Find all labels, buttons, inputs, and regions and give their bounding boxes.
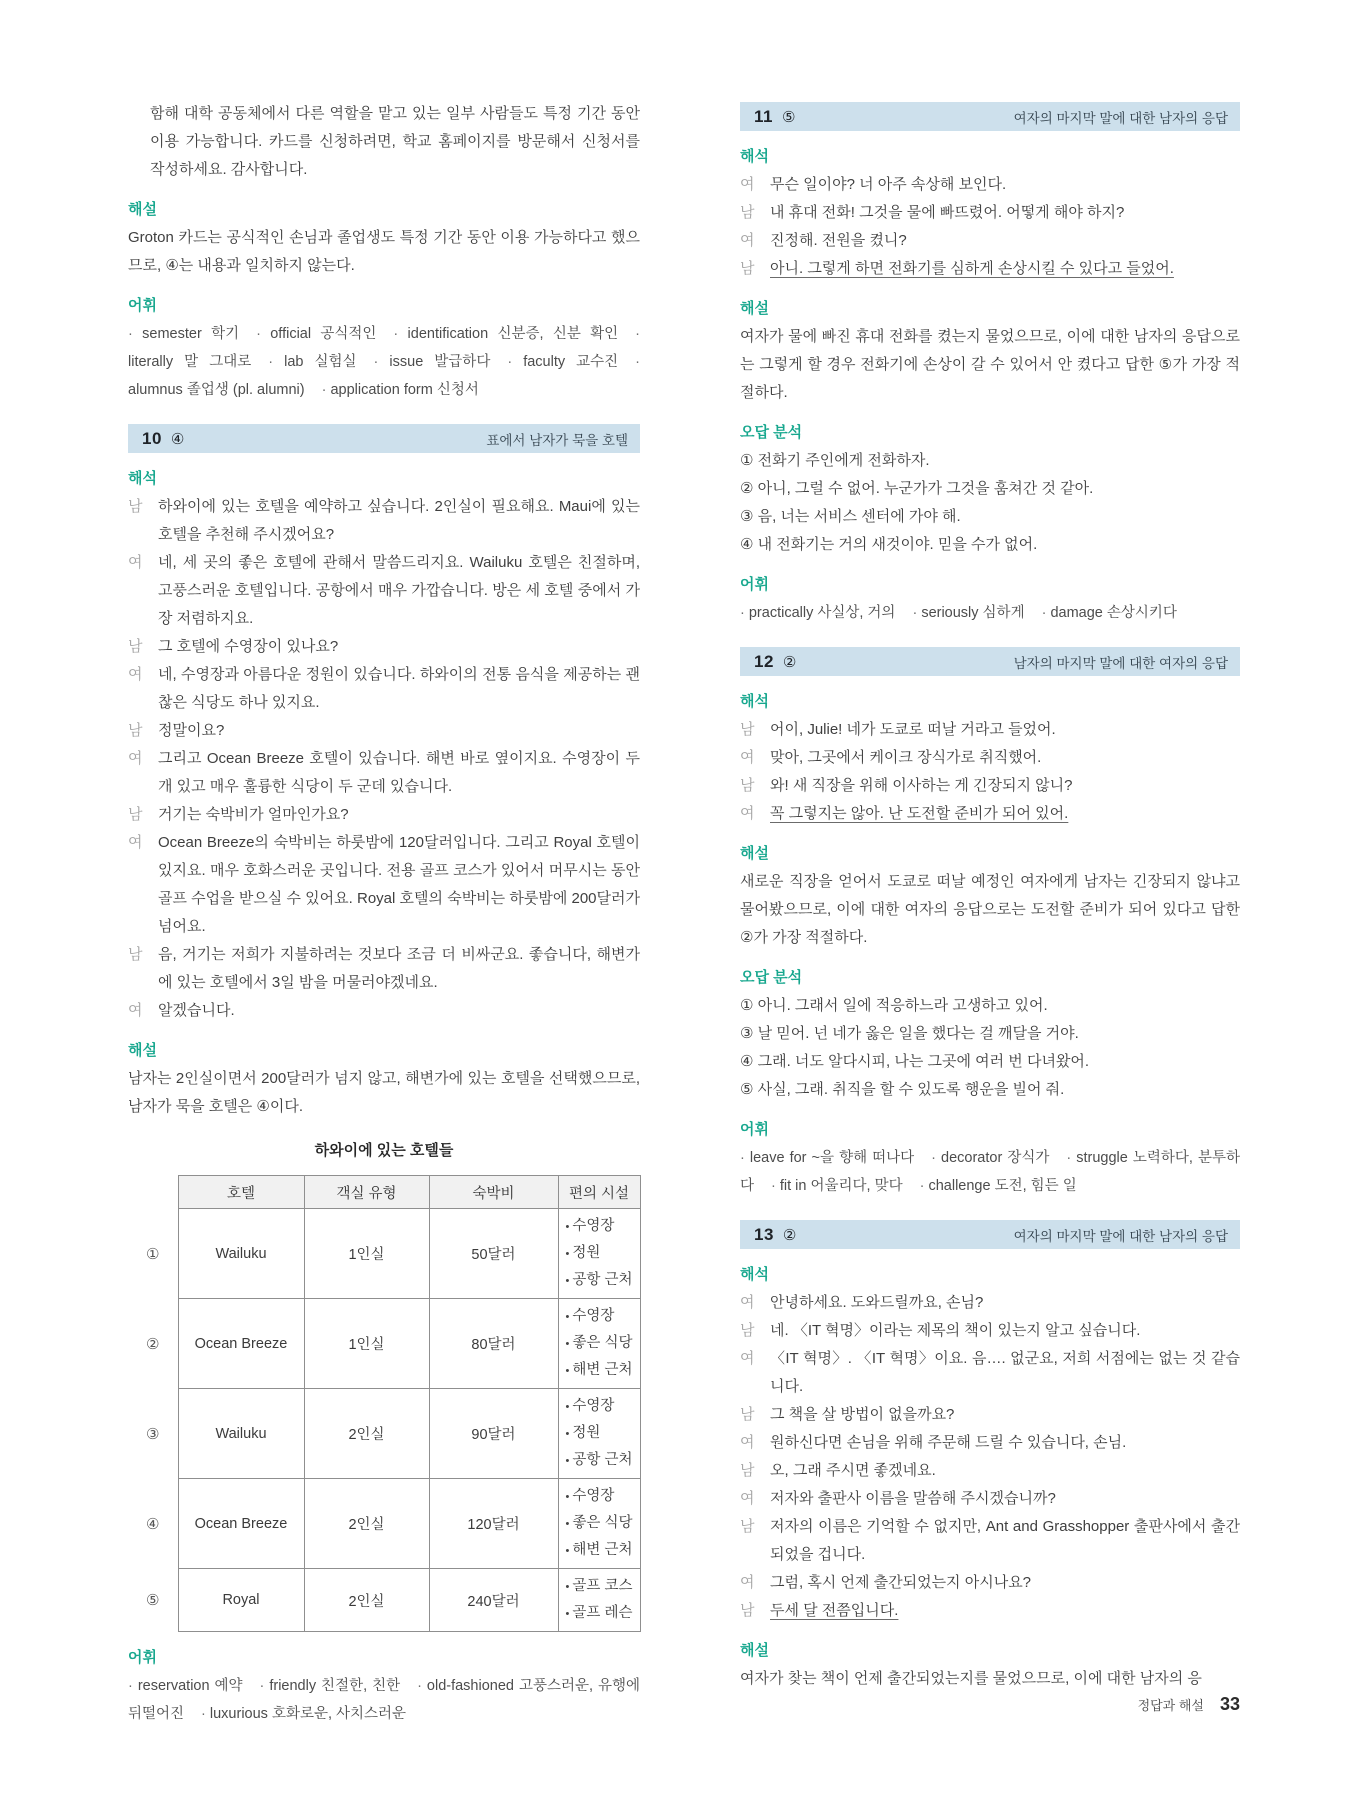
speaker-label: 남 — [128, 638, 143, 655]
wrong-answer-list — [740, 992, 1240, 1104]
vocab-entry: · lab 실험실 — [268, 354, 356, 370]
dialogue-line — [740, 1429, 1240, 1457]
question-topic: 여자의 마지막 말에 대한 남자의 응답 — [1013, 110, 1228, 126]
vocab-entry: · seriously 심하게 — [912, 605, 1024, 621]
speaker-label: 여 — [740, 1350, 755, 1367]
footer-section-label: 정답과 해설 — [1137, 1698, 1204, 1713]
speaker-label: 남 — [128, 498, 143, 515]
dialogue — [128, 493, 640, 1025]
dialogue — [740, 716, 1240, 828]
vocab-entry: · semester 학기 — [128, 326, 239, 342]
dialogue-line — [740, 1597, 1240, 1625]
question-number: 11 — [754, 106, 773, 126]
dialogue-line — [128, 801, 640, 829]
speaker-label: 남 — [740, 204, 755, 221]
dialogue-text: 하와이에 있는 호텔을 예약하고 싶습니다. 2인실이 필요해요. Maui에 있는 호텔을 추천해 주시겠어요? — [158, 498, 640, 543]
explanation-label: 해설 — [128, 201, 157, 218]
speaker-label: 남 — [740, 721, 755, 738]
left-column — [128, 100, 640, 1728]
explanation-label: 해설 — [740, 845, 769, 862]
dialogue-line — [128, 997, 640, 1025]
dialogue-text: 그 책을 살 방법이 없을까요? — [770, 1406, 955, 1423]
dialogue-text: 아니. 그렇게 하면 전화기를 심하게 손상시킬 수 있다고 들었어. — [770, 260, 1174, 277]
amenity-item: • 골프 레슨 — [566, 1600, 637, 1627]
vocab-entry: · faculty 교수진 — [507, 354, 618, 370]
hotel-cell: Royal — [178, 1569, 304, 1632]
vocab-entry: · literally 말 그대로 — [128, 326, 640, 370]
col-header-hotel: 호텔 — [178, 1176, 304, 1209]
wrong-answer-item: ④ 그래. 너도 알다시피, 나는 그곳에 여러 번 다녀왔어. — [740, 1053, 1090, 1070]
question-topic: 여자의 마지막 말에 대한 남자의 응답 — [1013, 1228, 1228, 1244]
table-row — [128, 1389, 640, 1479]
dialogue-text: 그 호텔에 수영장이 있나요? — [158, 638, 339, 655]
answer-choice-badge: ② — [782, 1226, 797, 1244]
vocab-entry: · fit in 어울리다, 맞다 — [771, 1178, 903, 1194]
price-cell: 120달러 — [429, 1479, 558, 1569]
hotels-table — [128, 1175, 641, 1632]
speaker-label: 여 — [740, 232, 755, 249]
question-13-block — [740, 1220, 1240, 1693]
dialogue-line — [740, 1401, 1240, 1429]
vocab-entry: · issue 발급하다 — [374, 354, 491, 370]
amenities-cell — [558, 1389, 640, 1479]
question-header-bar — [128, 424, 640, 453]
vocab-entry: · luxurious 호화로운, 사치스러운 — [201, 1706, 406, 1722]
wrong-answer-label: 오답 분석 — [740, 969, 803, 986]
option-number-cell: ③ — [146, 1425, 160, 1443]
dialogue-line — [128, 633, 640, 661]
dialogue-line — [740, 1485, 1240, 1513]
speaker-label: 남 — [740, 1406, 755, 1423]
dialogue-text: 맞아, 그곳에서 케이크 장식가로 취직했어. — [770, 749, 1042, 766]
speaker-label: 여 — [740, 1294, 755, 1311]
speaker-label: 여 — [740, 805, 755, 822]
amenities-cell — [558, 1479, 640, 1569]
vocab-entry: · application form 신청서 — [322, 382, 479, 398]
speaker-label: 남 — [128, 946, 143, 963]
amenity-item: • 수영장 — [566, 1393, 637, 1420]
price-cell: 80달러 — [429, 1299, 558, 1389]
amenity-item: • 수영장 — [566, 1213, 637, 1240]
dialogue-text: 꼭 그렇지는 않아. 난 도전할 준비가 되어 있어. — [770, 805, 1069, 822]
dialogue-text: 두세 달 전쯤입니다. — [770, 1602, 899, 1619]
explanation-text: Groton 카드는 공식적인 손님과 졸업생도 특정 기간 동안 이용 가능하다고 했으므로, ④는 내용과 일치하지 않는다. — [128, 229, 640, 274]
vocab-entry: · practically 사실상, 거의 — [740, 605, 895, 621]
amenity-item: • 수영장 — [566, 1483, 637, 1510]
option-number-cell: ② — [146, 1335, 160, 1353]
dialogue-text: 그럼, 혹시 언제 출간되었는지 아시나요? — [770, 1574, 1032, 1591]
question-10-block — [128, 424, 640, 1728]
dialogue-text: 거기는 숙박비가 얼마인가요? — [158, 806, 349, 823]
vocab-entry: · friendly 친절한, 친한 — [260, 1678, 401, 1694]
wrong-answer-item: ③ 날 믿어. 넌 네가 옳은 일을 했다는 걸 깨달을 거야. — [740, 1025, 1079, 1042]
room-type-cell: 2인실 — [304, 1389, 429, 1479]
dialogue — [740, 1289, 1240, 1625]
dialogue-text: 〈IT 혁명〉. 〈IT 혁명〉이요. 음…. 없군요, 저희 서점에는 없는 것 같습니다. — [770, 1350, 1240, 1395]
passage-continuation: 함해 대학 공동체에서 다른 역할을 맡고 있는 일부 사람들도 특정 기간 동안 이용 가능합니다. 카드를 신청하려면, 학교 홈페이지를 방문해서 신청서를 작성하세요. 감사합니다. — [150, 105, 640, 178]
speaker-label: 여 — [128, 554, 143, 571]
vocab-entry: · leave for ~을 향해 떠나다 — [740, 1150, 914, 1166]
speaker-label: 여 — [740, 1434, 755, 1451]
answer-choice-badge: ② — [782, 653, 797, 671]
dialogue-text: 알겠습니다. — [158, 1002, 235, 1019]
dialogue-text: 원하신다면 손님을 위해 주문해 드릴 수 있습니다, 손님. — [770, 1434, 1127, 1451]
speaker-label: 남 — [740, 260, 755, 277]
dialogue-line — [740, 716, 1240, 744]
vocab-list — [740, 599, 1240, 627]
dialogue-line — [740, 227, 1240, 255]
explanation-text: 여자가 물에 빠진 휴대 전화를 켰는지 물었으므로, 이에 대한 남자의 응답으로는 그렇게 할 경우 전화기에 손상이 갈 수 있어서 안 켰다고 답한 ⑤가 가장 적절하다. — [740, 328, 1240, 401]
table-row — [128, 1479, 640, 1569]
vocab-label: 어휘 — [740, 576, 769, 593]
dialogue-text: 네, 세 곳의 좋은 호텔에 관해서 말씀드리지요. Wailuku 호텔은 친절하며, 고풍스러운 호텔입니다. 공항에서 매우 가깝습니다. 방은 세 호텔 중에서 가장 저렴하지요. — [158, 554, 640, 627]
speaker-label: 여 — [740, 176, 755, 193]
vocab-list — [128, 320, 640, 404]
amenity-item: • 해변 근처 — [566, 1537, 637, 1564]
wrong-answer-item: ③ 음, 너는 서비스 센터에 가야 해. — [740, 508, 961, 525]
dialogue-text: Ocean Breeze의 숙박비는 하룻밤에 120달러입니다. 그리고 Royal 호텔이 있지요. 매우 호화스러운 곳입니다. 전용 골프 코스가 있어서 머무시는 동안 골프 수업을 받으실 수 있어요. Royal 호텔의 숙박비는 하룻밤에 200달러가 넘어요. — [158, 834, 640, 935]
dialogue-line — [740, 1513, 1240, 1569]
speaker-label: 남 — [740, 1462, 755, 1479]
speaker-label: 여 — [740, 749, 755, 766]
amenity-item: • 공항 근처 — [566, 1447, 637, 1474]
speaker-label: 남 — [740, 1518, 755, 1535]
dialogue-line — [128, 829, 640, 941]
table-row — [128, 1569, 640, 1632]
hotel-cell: Wailuku — [178, 1209, 304, 1299]
dialogue-line — [740, 1457, 1240, 1485]
option-number-cell: ⑤ — [146, 1592, 160, 1609]
right-column — [740, 100, 1240, 1693]
price-cell: 240달러 — [429, 1569, 558, 1632]
vocab-entry: · old-fashioned 고풍스러운, 유행에 뒤떨어진 — [128, 1678, 640, 1722]
dialogue-line — [128, 493, 640, 549]
speaker-label: 여 — [128, 834, 143, 851]
vocab-label: 어휘 — [740, 1121, 769, 1138]
col-header-room-type: 객실 유형 — [304, 1176, 429, 1209]
question-11-block — [740, 102, 1240, 627]
col-header-price: 숙박비 — [429, 1176, 558, 1209]
dialogue-text: 와! 새 직장을 위해 이사하는 게 긴장되지 않니? — [770, 777, 1073, 794]
dialogue-line — [128, 717, 640, 745]
question-header-bar — [740, 1220, 1240, 1249]
dialogue-line — [740, 1317, 1240, 1345]
price-cell: 50달러 — [429, 1209, 558, 1299]
room-type-cell: 1인실 — [304, 1299, 429, 1389]
speaker-label: 여 — [128, 1002, 143, 1019]
explanation-label: 해설 — [740, 1642, 769, 1659]
vocab-entry: · official 공식적인 — [256, 326, 376, 342]
amenity-item: • 좋은 식당 — [566, 1330, 637, 1357]
amenity-item: • 정원 — [566, 1420, 637, 1447]
explanation-label: 해설 — [128, 1042, 157, 1059]
dialogue-line — [740, 1345, 1240, 1401]
explanation-text: 새로운 직장을 얻어서 도쿄로 떠날 예정인 여자에게 남자는 긴장되지 않냐고 물어봤으므로, 이에 대한 여자의 응답으로는 도전할 준비가 되어 있다고 답한 ②가 가장 적절하다. — [740, 873, 1240, 946]
dialogue-text: 저자와 출판사 이름을 말씀해 주시겠습니까? — [770, 1490, 1056, 1507]
answer-choice-badge: ④ — [170, 430, 185, 448]
hotel-cell: Wailuku — [178, 1389, 304, 1479]
wrong-answer-item: ② 아니, 그럴 수 없어. 누군가가 그것을 훔쳐간 것 같아. — [740, 480, 1094, 497]
wrong-answer-item: ① 전화기 주인에게 전화하자. — [740, 452, 930, 469]
vocab-label: 어휘 — [128, 297, 157, 314]
wrong-answer-item: ⑤ 사실, 그래. 취직을 할 수 있도록 행운을 빌어 줘. — [740, 1081, 1065, 1098]
price-cell: 90달러 — [429, 1389, 558, 1479]
vocab-entry: · decorator 장식가 — [931, 1150, 1049, 1166]
speaker-label: 남 — [740, 1322, 755, 1339]
speaker-label: 남 — [740, 777, 755, 794]
speaker-label: 여 — [740, 1574, 755, 1591]
dialogue-text: 그리고 Ocean Breeze 호텔이 있습니다. 해변 바로 옆이지요. 수영장이 두 개 있고 매우 훌륭한 식당이 두 군데 있습니다. — [158, 750, 640, 795]
dialogue-line — [740, 1569, 1240, 1597]
explanation-text-partial: 여자가 찾는 책이 언제 출간되었는지를 물었으므로, 이에 대한 남자의 응 — [740, 1670, 1202, 1687]
wrong-answer-item: ④ 내 전화기는 거의 새것이야. 믿을 수가 없어. — [740, 536, 1038, 553]
dialogue-line — [740, 744, 1240, 772]
speaker-label: 여 — [740, 1490, 755, 1507]
room-type-cell: 2인실 — [304, 1479, 429, 1569]
col-header-amenities: 편의 시설 — [558, 1176, 640, 1209]
vocab-entry: · reservation 예약 — [128, 1678, 243, 1694]
wrong-answer-list — [740, 447, 1240, 559]
vocab-entry: · identification 신분증, 신분 확인 — [393, 326, 618, 342]
dialogue-line — [128, 549, 640, 633]
amenity-item: • 해변 근처 — [566, 1357, 637, 1384]
dialogue-text: 어이, Julie! 네가 도쿄로 떠날 거라고 들었어. — [770, 721, 1056, 738]
vocab-entry: · alumnus 졸업생 (pl. alumni) — [128, 354, 640, 398]
dialogue-line — [740, 199, 1240, 227]
dialogue-line — [128, 941, 640, 997]
vocab-label: 어휘 — [128, 1649, 157, 1666]
vocab-entry: · damage 손상시키다 — [1042, 605, 1177, 621]
room-type-cell: 1인실 — [304, 1209, 429, 1299]
amenity-item: • 골프 코스 — [566, 1573, 637, 1600]
dialogue-text: 정말이요? — [158, 722, 225, 739]
dialogue-text: 음, 거기는 저희가 지불하려는 것보다 조금 더 비싸군요. 좋습니다, 해변가에 있는 호텔에서 3일 밤을 머물러야겠네요. — [158, 946, 640, 991]
amenity-item: • 좋은 식당 — [566, 1510, 637, 1537]
dialogue-text: 무슨 일이야? 너 아주 속상해 보인다. — [770, 176, 1007, 193]
dialogue-line — [740, 800, 1240, 828]
speaker-label: 남 — [128, 722, 143, 739]
speaker-label: 남 — [128, 806, 143, 823]
speaker-label: 남 — [740, 1602, 755, 1619]
amenities-cell — [558, 1299, 640, 1389]
room-type-cell: 2인실 — [304, 1569, 429, 1632]
dialogue-line — [740, 1289, 1240, 1317]
wrong-answer-item: ① 아니. 그래서 일에 적응하느라 고생하고 있어. — [740, 997, 1048, 1014]
question-number: 12 — [754, 651, 774, 671]
interpretation-label: 해석 — [740, 693, 769, 710]
table-header-row — [128, 1176, 640, 1209]
dialogue-text: 안녕하세요. 도와드릴까요, 손님? — [770, 1294, 984, 1311]
page-footer — [740, 1694, 1240, 1715]
interpretation-label: 해석 — [740, 1266, 769, 1283]
question-number: 10 — [142, 428, 162, 448]
wrong-answer-label: 오답 분석 — [740, 424, 803, 441]
speaker-label: 여 — [128, 666, 143, 683]
vocab-entry: · challenge 도전, 힘든 일 — [920, 1178, 1077, 1194]
interpretation-label: 해석 — [128, 470, 157, 487]
dialogue-line — [128, 661, 640, 717]
dialogue-text: 저자의 이름은 기억할 수 없지만, Ant and Grasshopper 출판사에서 출간되었을 겁니다. — [770, 1518, 1240, 1563]
table-row — [128, 1299, 640, 1389]
dialogue-line — [740, 255, 1240, 283]
vocab-entry: · struggle 노력하다, 분투하다 — [740, 1150, 1240, 1194]
explanation-text: 남자는 2인실이면서 200달러가 넘지 않고, 해변가에 있는 호텔을 선택했으므로, 남자가 묵을 호텔은 ④이다. — [128, 1070, 640, 1115]
explanation-label: 해설 — [740, 300, 769, 317]
dialogue-line — [740, 772, 1240, 800]
table-row — [128, 1209, 640, 1299]
option-number-cell: ④ — [146, 1515, 160, 1533]
amenities-cell — [558, 1209, 640, 1299]
amenity-item: • 수영장 — [566, 1303, 637, 1330]
vocab-list — [128, 1672, 640, 1728]
question-9-tail-block — [128, 100, 640, 404]
dialogue-line — [128, 745, 640, 801]
question-header-bar — [740, 647, 1240, 676]
dialogue-text: 네. 〈IT 혁명〉이라는 제목의 책이 있는지 알고 싶습니다. — [770, 1322, 1141, 1339]
empty-header-cell — [128, 1176, 178, 1209]
answer-choice-badge: ⑤ — [781, 108, 796, 126]
dialogue-text: 내 휴대 전화! 그것을 물에 빠뜨렸어. 어떻게 해야 하지? — [770, 204, 1125, 221]
question-12-block — [740, 647, 1240, 1200]
question-topic: 표에서 남자가 묵을 호텔 — [486, 432, 628, 448]
amenity-item: • 정원 — [566, 1240, 637, 1267]
question-topic: 남자의 마지막 말에 대한 여자의 응답 — [1013, 655, 1228, 671]
vocab-list — [740, 1144, 1240, 1200]
dialogue-line — [740, 171, 1240, 199]
amenities-cell — [558, 1569, 640, 1632]
question-header-bar — [740, 102, 1240, 131]
amenity-item: • 공항 근처 — [566, 1267, 637, 1294]
interpretation-label: 해석 — [740, 148, 769, 165]
dialogue-text: 진정해. 전원을 켰니? — [770, 232, 907, 249]
dialogue — [740, 171, 1240, 283]
hotel-cell: Ocean Breeze — [178, 1479, 304, 1569]
hotel-cell: Ocean Breeze — [178, 1299, 304, 1389]
dialogue-text: 네, 수영장과 아름다운 정원이 있습니다. 하와이의 전통 음식을 제공하는 괜찮은 식당도 하나 있지요. — [158, 666, 640, 711]
speaker-label: 여 — [128, 750, 143, 767]
option-number-cell: ① — [146, 1245, 160, 1263]
dialogue-text: 오, 그래 주시면 좋겠네요. — [770, 1462, 936, 1479]
table-title: 하와이에 있는 호텔들 — [314, 1142, 454, 1159]
page-number: 33 — [1219, 1694, 1240, 1714]
question-number: 13 — [754, 1224, 774, 1244]
